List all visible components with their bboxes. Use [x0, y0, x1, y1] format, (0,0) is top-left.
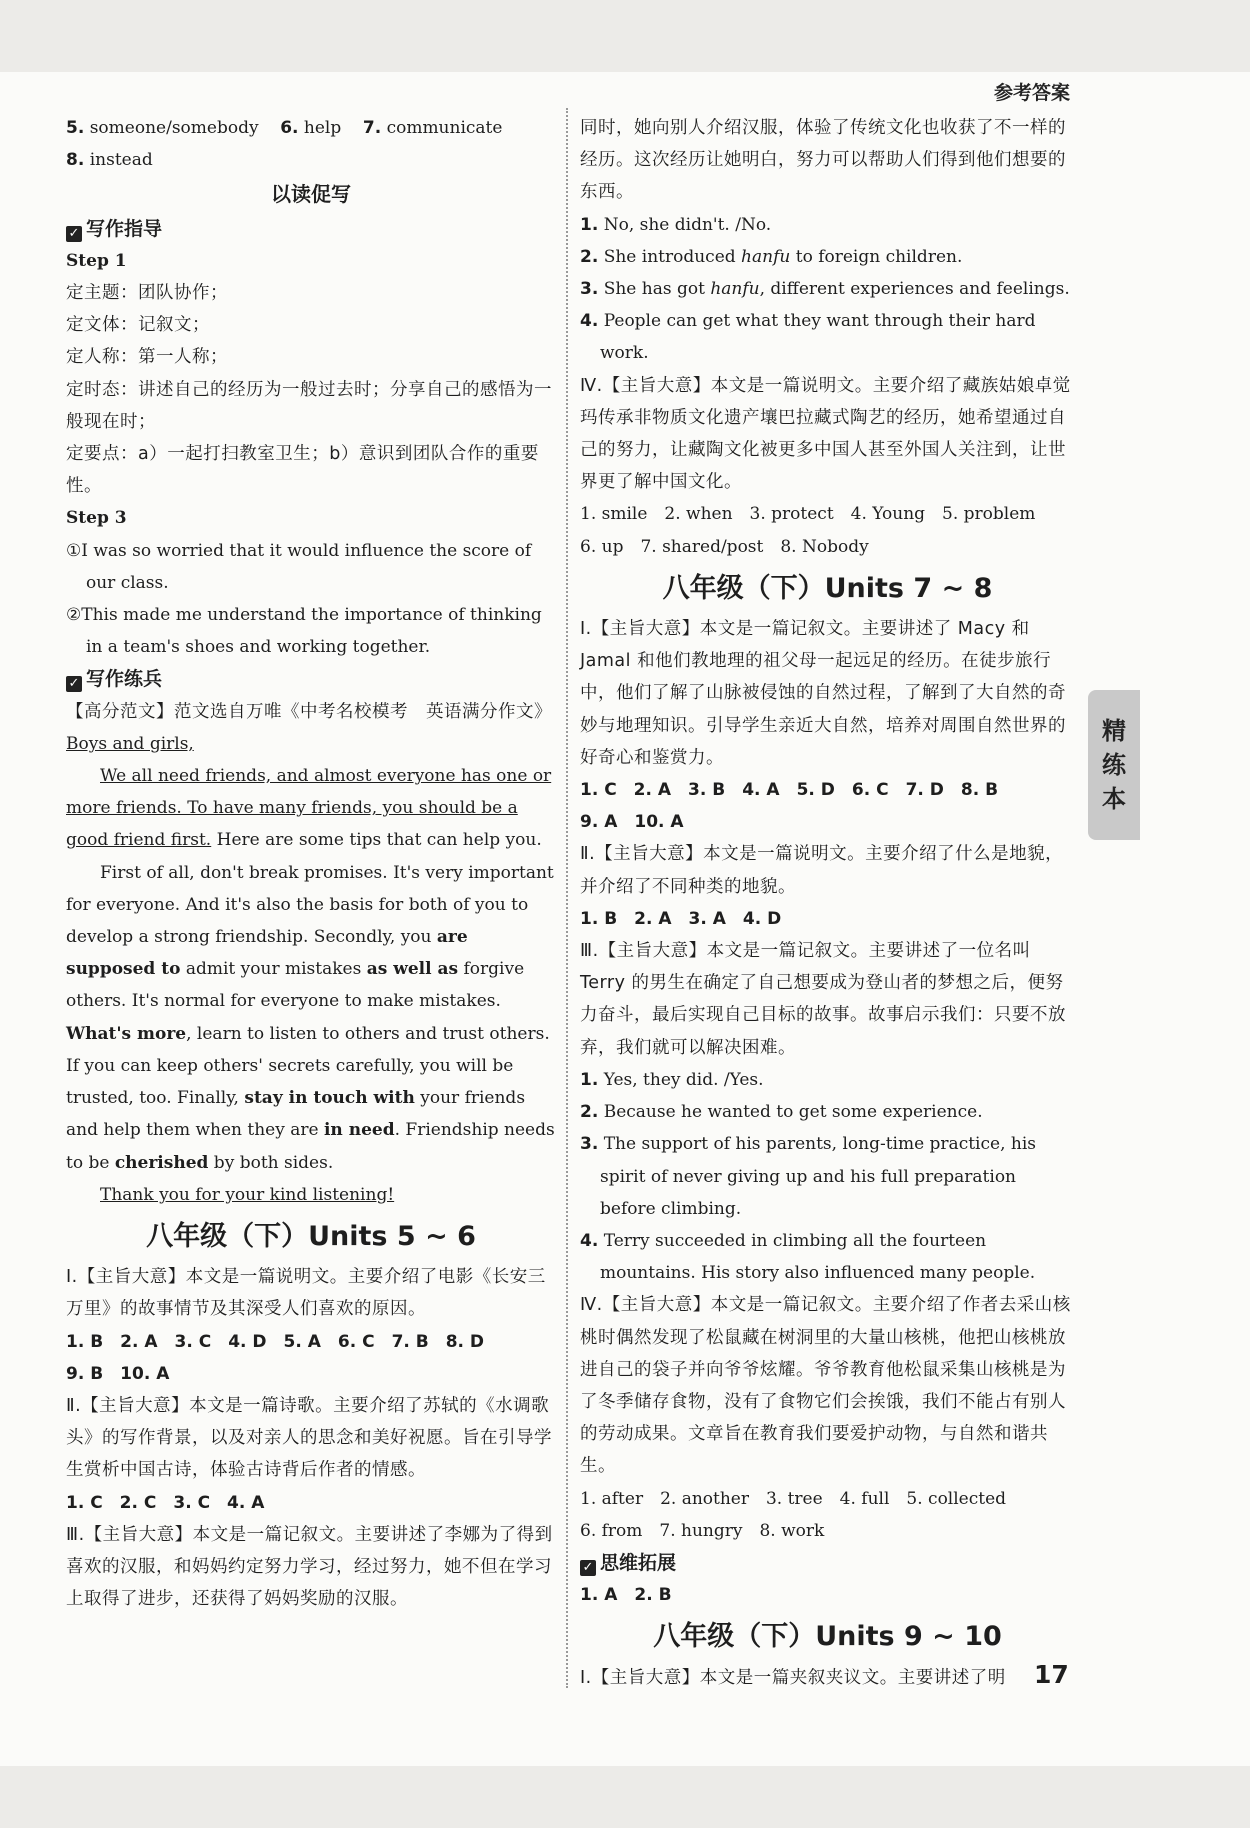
answer-item: 1. Yes, they did. /Yes.: [580, 1069, 764, 1090]
practice-heading: ✓ 写作练兵: [66, 663, 556, 695]
guide-line: 定主题：团队协作；: [66, 283, 228, 304]
step-label: Step 1: [66, 250, 127, 271]
section-title: 以读促写: [271, 182, 351, 207]
essay-paragraph: We all need friends, and almost everyone has one or more friends. To have many friends, you should be a good friend first. Here are some tips that can help you.: [66, 766, 552, 851]
answer-line: 6. from 7. hungry 8. work: [580, 1520, 825, 1541]
step3-item: ①I was so worried that it would influence the score of our class.: [66, 540, 532, 593]
answer-line: 1. after 2. another 3. tree 4. full 5. collected: [580, 1488, 1007, 1509]
passage-summary: Ⅱ.【主旨大意】本文是一篇说明文。主要介绍了什么是地貌，并介绍了不同种类的地貌。: [580, 844, 1064, 897]
checkbox-icon: ✓: [66, 676, 82, 692]
guide-line: 定时态：讲述自己的经历为一般过去时；分享自己的感悟为一般现在时；: [66, 379, 552, 432]
top-scan-band: [0, 0, 1250, 72]
passage-summary: Ⅲ.【主旨大意】本文是一篇记叙文。主要讲述了一位名叫 Terry 的男生在确定了自己想要成为登山者的梦想之后，便努力奋斗，最后实现自己目标的故事。故事启示我们：只要不放弃，我们就可以解决困难。: [580, 941, 1066, 1058]
answer-line: 8. instead: [66, 150, 153, 171]
step-label: Step 3: [66, 508, 127, 529]
essay-paragraph: First of all, don't break promises. It's very important for everyone. And it's also the basis for both of you to develop a strong friendship. Secondly, you are supposed to admit your mistakes as well as forgive others. It's normal for everyone to make mistakes. What's more, learn to listen to others and trust others. If you can keep others' secrets carefully, you will be trusted, too. Finally, stay in touch with your friends and help them when they are in need. Friendship needs to be cherished by both sides.: [66, 862, 555, 1173]
essay-closing: Thank you for your kind listening!: [100, 1184, 395, 1205]
guide-heading: ✓ 写作指导: [66, 213, 556, 245]
answer-item: 3. She has got hanfu, different experiences and feelings.: [580, 279, 1070, 300]
passage-summary: Ⅲ.【主旨大意】本文是一篇记叙文。主要讲述了李娜为了得到喜欢的汉服，和妈妈约定努力学习，经过努力，她不但在学习上取得了进步，还获得了妈妈奖励的汉服。: [66, 1524, 553, 1610]
bottom-scan-band: [0, 1766, 1250, 1828]
guide-line: 定人称：第一人称；: [66, 347, 228, 368]
passage-summary: Ⅱ.【主旨大意】本文是一篇诗歌。主要介绍了苏轼的《水调歌头》的写作背景，以及对亲人的思念和美好祝愿。旨在引导学生赏析中国古诗，体验古诗背后作者的情感。: [66, 1395, 552, 1481]
column-divider: [566, 108, 568, 1688]
answer-line: 9. B 10. A: [66, 1363, 170, 1384]
side-tab: 精 练 本: [1088, 690, 1140, 840]
answer-item: 4. Terry succeeded in climbing all the fourteen mountains. His story also influenced many people.: [580, 1230, 1036, 1284]
model-intro: 【高分范文】范文选自万唯《中考名校模考 英语满分作文》: [66, 701, 552, 722]
answer-item: 1. No, she didn't. /No.: [580, 214, 772, 235]
answer-item: 3. The support of his parents, long-time practice, his spirit of never giving up and his full preparation before climbing.: [580, 1134, 1036, 1219]
answer-item: 4. People can get what they want through their hard work.: [580, 311, 1036, 364]
passage-summary: Ⅳ.【主旨大意】本文是一篇说明文。主要介绍了藏族姑娘卓觉玛传承非物质文化遗产壤巴拉藏式陶艺的经历，她希望通过自己的努力，让藏陶文化被更多中国人甚至外国人关注到，让世界更了解中国文化。: [580, 375, 1071, 493]
checkbox-icon: ✓: [66, 226, 82, 242]
guide-line: 定要点：a）一起打扫教室卫生；b）意识到团队合作的重要性。: [66, 444, 539, 497]
left-column: [66, 112, 556, 1615]
step3-item: ②This made me understand the importance of thinking in a team's shoes and working together.: [66, 605, 542, 658]
answer-line: 5. someone/somebody 6. help 7. communicate: [66, 118, 503, 138]
passage-summary: Ⅰ.【主旨大意】本文是一篇记叙文。主要讲述了 Macy 和 Jamal 和他们教地理的祖父母一起远足的经历。在徒步旅行中，他们了解了山脉被侵蚀的自然过程，了解到了大自然的奇妙与地理知识。引导学生亲近大自然，培养对周围自然世界的好奇心和鉴赏力。: [580, 619, 1066, 768]
passage-summary: Ⅳ.【主旨大意】本文是一篇记叙文。主要介绍了作者去采山核桃时偶然发现了松鼠藏在树洞里的大量山核桃，他把山核桃放进自己的袋子并向爷爷炫耀。爷爷教育他松鼠采集山核桃是为了冬季储存食物，没有了食物它们会挨饿，我们不能占有别人的劳动成果。文章旨在教育我们要爱护动物，与自然和谐共生。: [580, 1295, 1071, 1477]
unit-title: 八年级（下）Units 5 ~ 6: [146, 1220, 476, 1252]
answer-line: 1. B 2. A 3. C 4. D 5. A 6. C 7. B 8. D: [66, 1331, 485, 1352]
answer-item: 2. She introduced hanfu to foreign children.: [580, 246, 963, 267]
answer-line: 1. C 2. A 3. B 4. A 5. D 6. C 7. D 8. B: [580, 780, 999, 801]
answer-line: 6. up 7. shared/post 8. Nobody: [580, 536, 869, 557]
guide-line: 定文体：记叙文；: [66, 315, 210, 336]
unit-title: 八年级（下）Units 9 ~ 10: [653, 1621, 1002, 1653]
unit-title: 八年级（下）Units 7 ~ 8: [662, 572, 993, 604]
page-number: 17: [1034, 1660, 1069, 1689]
right-column: [580, 112, 1075, 1694]
passage-summary: Ⅰ.【主旨大意】本文是一篇说明文。主要介绍了电影《长安三万里》的故事情节及其深受人们喜欢的原因。: [66, 1267, 546, 1320]
answer-line: 9. A 10. A: [580, 812, 684, 833]
essay-greeting: Boys and girls,: [66, 733, 194, 754]
answer-line: 1. C 2. C 3. C 4. A: [66, 1492, 265, 1513]
extension-heading: ✓ 思维拓展: [580, 1547, 1075, 1579]
answer-line: 1. smile 2. when 3. protect 4. Young 5. problem: [580, 504, 1036, 525]
header-label: 参考答案: [993, 82, 1070, 104]
passage-summary: 同时，她向别人介绍汉服，体验了传统文化也收获了不一样的经历。这次经历让她明白，努力可以帮助人们得到他们想要的东西。: [580, 118, 1066, 203]
answer-item: 2. Because he wanted to get some experience.: [580, 1102, 983, 1123]
answer-line: 1. A 2. B: [580, 1585, 672, 1606]
checkbox-icon: ✓: [580, 1560, 596, 1576]
passage-summary: Ⅰ.【主旨大意】本文是一篇夹叙夹议文。主要讲述了明: [580, 1667, 1006, 1688]
answer-line: 1. B 2. A 3. A 4. D: [580, 908, 782, 929]
